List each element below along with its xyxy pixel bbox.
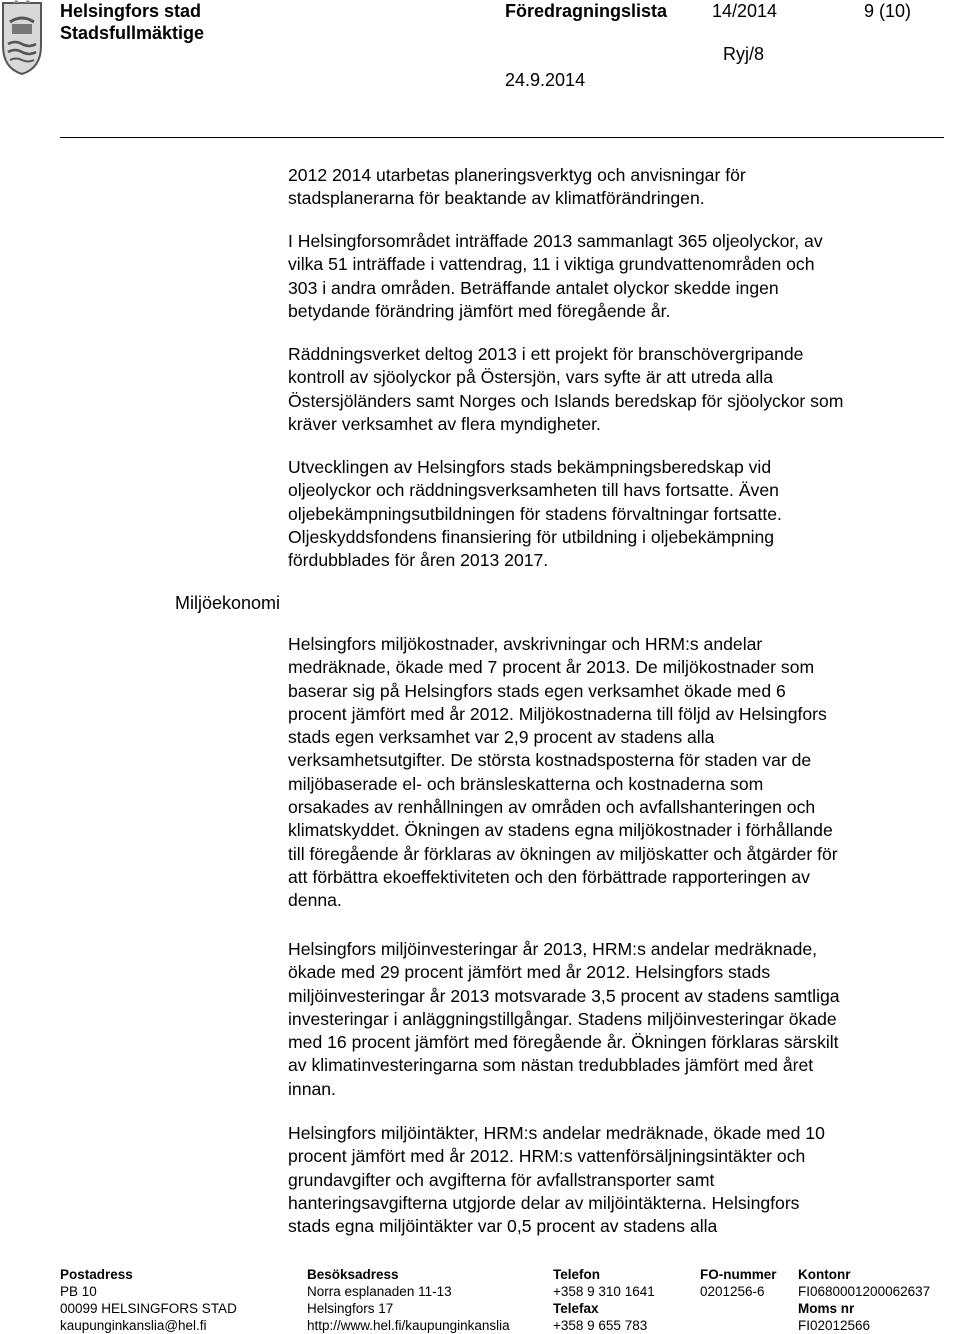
paragraph-line: Utvecklingen av Helsingfors stads bekämpningsberedskap vid <box>288 457 772 477</box>
meeting-date: 24.9.2014 <box>505 70 586 90</box>
paragraph-rescue-project <box>288 343 960 436</box>
paragraph-line: innan. <box>288 1078 336 1099</box>
paragraph-line: 303 i andra områden. Beträffande antalet olyckor skedde ingen <box>288 277 779 298</box>
footer-line: +358 9 655 783 <box>553 1318 648 1333</box>
footer-line: FI02012566 <box>798 1318 871 1333</box>
paragraph-line: stads egen verksamhet var 2,9 procent av stadens alla <box>288 727 715 748</box>
footer-phone <box>553 1266 655 1334</box>
header-divider <box>60 137 944 138</box>
footer-subheading: Moms nr <box>798 1301 855 1316</box>
section-heading: Miljöekonomi <box>175 593 281 613</box>
footer-postal-address <box>60 1266 237 1334</box>
paragraph-line: hanteringsavgifterna utgjorde delar av miljöintäkterna. Helsingfors <box>288 1192 800 1213</box>
city-crest-logo <box>0 0 44 76</box>
reference-code: Ryj/8 <box>723 44 765 64</box>
footer-heading: Besöksadress <box>307 1267 399 1282</box>
footer-line: 0201256-6 <box>700 1284 765 1299</box>
paragraph-line: miljöinvesteringar år 2013 motsvarade 3,5 procent av stadens samtliga <box>288 985 840 1006</box>
footer-heading: FO-nummer <box>700 1267 777 1282</box>
body-name: Stadsfullmäktige <box>60 23 205 43</box>
document-type: Föredragningslista <box>505 1 668 21</box>
paragraph-line: fördubblades för åren 2013 2017. <box>288 550 549 571</box>
footer-heading: Telefon <box>553 1267 600 1282</box>
paragraph-line: medräknade, ökade med 7 procent år 2013. De miljökostnader som <box>288 657 815 678</box>
paragraph-line: till föregående år förklaras av ökningen av miljöskatter och åtgärder för <box>288 843 838 864</box>
paragraph-line: grundavgifter och avgifterna för avfallstransporter samt <box>288 1169 715 1190</box>
footer-subheading: Telefax <box>553 1301 599 1316</box>
footer-line: FI0680001200062637 <box>798 1284 931 1299</box>
paragraph-line: Oljeskyddsfondens finansiering för utbildning i oljebekämpning <box>288 526 775 547</box>
paragraph-oil-preparedness <box>288 456 960 572</box>
paragraph-line: oljeolyckor och räddningsverksamheten till havs fortsatte. Även <box>288 480 779 501</box>
page-number: 9 (10) <box>864 1 912 21</box>
paragraph-line: Helsingfors miljöinvesteringar år 2013, HRM:s andelar medräknade, <box>288 939 818 959</box>
paragraph-line: ökade med 29 procent jämfört med år 2012. Helsingfors stads <box>288 962 771 983</box>
paragraph-line: miljöbaserade el- och bränsleskatterna och kostnaderna som <box>288 773 764 794</box>
footer-heading: Kontonr <box>798 1267 851 1282</box>
paragraph-line: Helsingfors miljöintäkter, HRM:s andelar medräknade, ökade med 10 <box>288 1123 825 1143</box>
paragraph-line: procent jämfört med år 2012. HRM:s vattenförsäljningsintäkter och <box>288 1146 806 1167</box>
footer-line: Norra esplanaden 11-13 <box>307 1284 452 1299</box>
paragraph-line: Helsingfors miljökostnader, avskrivningar och HRM:s andelar <box>288 634 763 654</box>
footer-email-link[interactable]: kaupunginkanslia@hel.fi <box>60 1318 207 1333</box>
paragraph-line: verksamhetsutgifter. De största kostnadsposterna för staden var de <box>288 750 812 771</box>
paragraph-oil-accidents <box>288 230 960 323</box>
paragraph-line: betydande förändring jämfört med föregående år. <box>288 300 671 321</box>
paragraph-line: vilka 51 inträffade i vattendrag, 11 i viktiga grundvattenområden och <box>288 254 815 275</box>
paragraph-line: kontroll av sjöolyckor på Östersjön, vars syfte är att utreda alla <box>288 367 774 388</box>
paragraph-line: med 16 procent jämfört med föregående år. Ökningen förklaras särskilt <box>288 1032 839 1053</box>
paragraph-line: av klimatinvesteringarna som nästan tredubblades jämfört med året <box>288 1055 814 1076</box>
paragraph-line: stadsplanerarna för beaktande av klimatförändringen. <box>288 188 705 209</box>
paragraph-line: stads egna miljöintäkter var 0,5 procent av stadens alla <box>288 1216 718 1237</box>
paragraph-environmental-investments <box>288 938 960 1101</box>
document-number: 14/2014 <box>712 1 778 21</box>
paragraph-line: kräver verksamhet av flera myndigheter. <box>288 413 601 434</box>
footer-business-id <box>700 1266 777 1300</box>
footer-visiting-address <box>307 1266 510 1334</box>
paragraph-line: oljebekämpningsutbildningen för stadens förvaltningar fortsatte. <box>288 503 782 524</box>
footer-line: +358 9 310 1641 <box>553 1284 655 1299</box>
paragraph-line: Östersjöländers samt Norges och Islands beredskap för sjöolyckor som <box>288 390 844 411</box>
paragraph-line: procent jämfört med år 2012. Miljökostnaderna till följd av Helsingfors <box>288 703 827 724</box>
paragraph-line: denna. <box>288 890 342 911</box>
paragraph-line: investeringar i anläggningstillgångar. Stadens miljöinvesteringar ökade <box>288 1008 837 1029</box>
paragraph-planning-tools <box>288 164 960 211</box>
footer-line: 00099 HELSINGFORS STAD <box>60 1301 237 1316</box>
paragraph-line: baserar sig på Helsingfors stads egen verksamhet ökade med 6 <box>288 680 786 701</box>
footer-line: PB 10 <box>60 1284 97 1299</box>
paragraph-line: I Helsingforsområdet inträffade 2013 sammanlagt 365 oljeolyckor, av <box>288 231 823 251</box>
paragraph-line: 2012 2014 utarbetas planeringsverktyg och anvisningar för <box>288 165 746 185</box>
footer-website-link[interactable]: http://www.hel.fi/kaupunginkanslia <box>307 1318 510 1333</box>
paragraph-environmental-revenues <box>288 1122 960 1238</box>
footer-line: Helsingfors 17 <box>307 1301 394 1316</box>
paragraph-line: Räddningsverket deltog 2013 i ett projekt för branschövergripande <box>288 344 804 364</box>
paragraph-line: orsakades av renhållningen av områden och avfallshanteringen och <box>288 797 816 818</box>
footer-heading: Postadress <box>60 1267 133 1282</box>
paragraph-line: att förbättra ekoeffektiviteten och den förbättrade rapporteringen av <box>288 866 810 887</box>
footer-account <box>798 1266 930 1334</box>
paragraph-environmental-costs <box>288 633 960 913</box>
organization-name: Helsingfors stad <box>60 1 202 21</box>
paragraph-line: klimatskyddet. Ökningen av stadens egna miljökostnader i förhållande <box>288 820 833 841</box>
